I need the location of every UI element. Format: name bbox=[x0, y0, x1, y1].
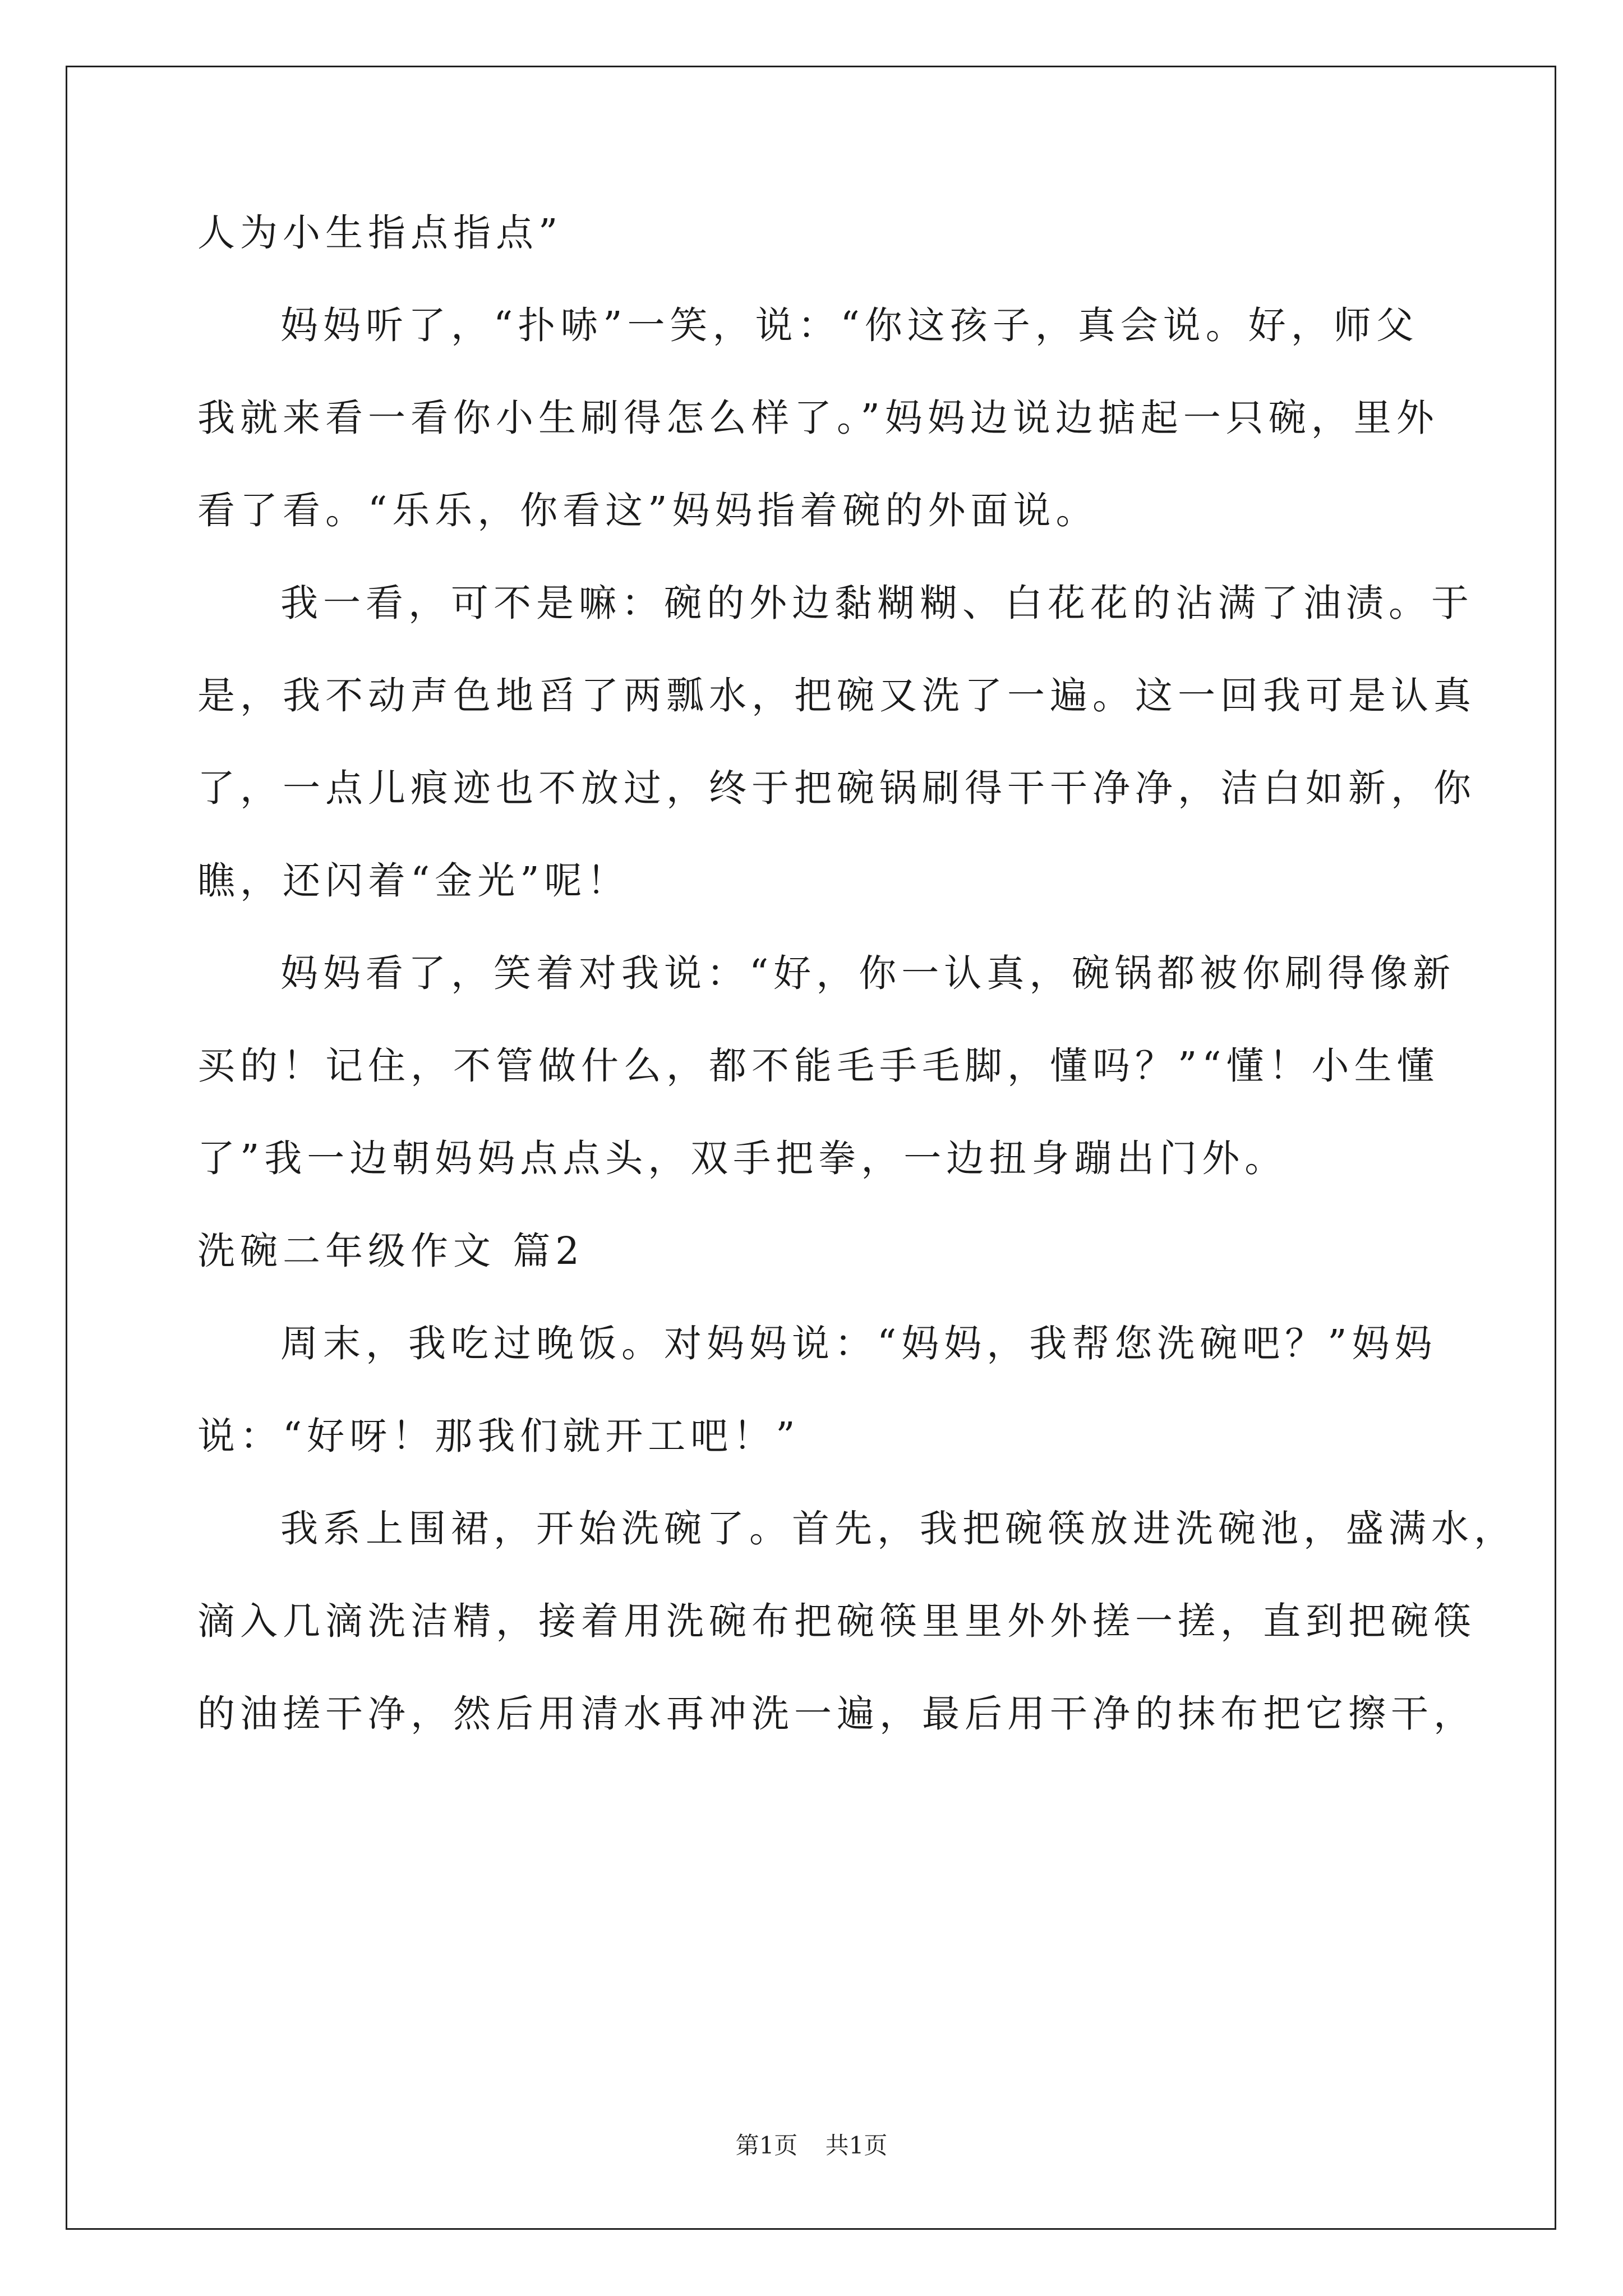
text-line: 瞧，还闪着“金光”呢！ bbox=[197, 859, 630, 903]
text-line: 看了看。“乐乐，你看这”妈妈指着碗的外面说。 bbox=[197, 489, 1099, 532]
text-line: 是，我不动声色地舀了两瓢水，把碗又洗了一遍。这一回我可是认真 bbox=[197, 674, 1476, 717]
page-number: 第1页 bbox=[735, 2132, 798, 2159]
text-line: 妈妈看了，笑着对我说：“好，你一认真，碗锅都被你刷得像新 bbox=[280, 951, 1456, 995]
text-line: 了，一点儿痕迹也不放过，终于把碗锅刷得干干净净，洁白如新，你 bbox=[197, 766, 1476, 810]
page-footer bbox=[0, 2132, 1623, 2160]
text-line: 周末，我吃过晚饭。对妈妈说：“妈妈，我帮您洗碗吧？”妈妈 bbox=[280, 1322, 1437, 1365]
text-line: 的油搓干净，然后用清水再冲洗一遍，最后用干净的抹布把它擦干， bbox=[197, 1692, 1476, 1736]
text-line: 我一看，可不是嘛：碗的外边黏糊糊、白花花的沾满了油渍。于 bbox=[280, 581, 1474, 625]
text-line: 了”我一边朝妈妈点点头，双手把拳，一边扭身蹦出门外。 bbox=[197, 1137, 1288, 1180]
text-line: 人为小生指点指点” bbox=[197, 211, 563, 255]
text-line: 我系上围裙，开始洗碗了。首先，我把碗筷放进洗碗池，盛满水， bbox=[280, 1507, 1516, 1550]
text-line: 妈妈听了，“扑哧”一笑，说：“你这孩子，真会说。好，师父 bbox=[280, 303, 1419, 347]
text-line: 说：“好呀！那我们就开工吧！” bbox=[197, 1414, 800, 1458]
section-heading: 洗碗二年级作文 篇2 bbox=[197, 1229, 584, 1273]
text-line: 买的！记住，不管做什么，都不能毛手毛脚，懂吗？”“懂！小生懂 bbox=[197, 1044, 1440, 1088]
text-line: 滴入几滴洗洁精，接着用洗碗布把碗筷里里外外搓一搓，直到把碗筷 bbox=[197, 1599, 1476, 1643]
text-line: 我就来看一看你小生刷得怎么样了。”妈妈边说边掂起一只碗，里外 bbox=[197, 396, 1439, 440]
page-total: 共1页 bbox=[825, 2132, 888, 2159]
